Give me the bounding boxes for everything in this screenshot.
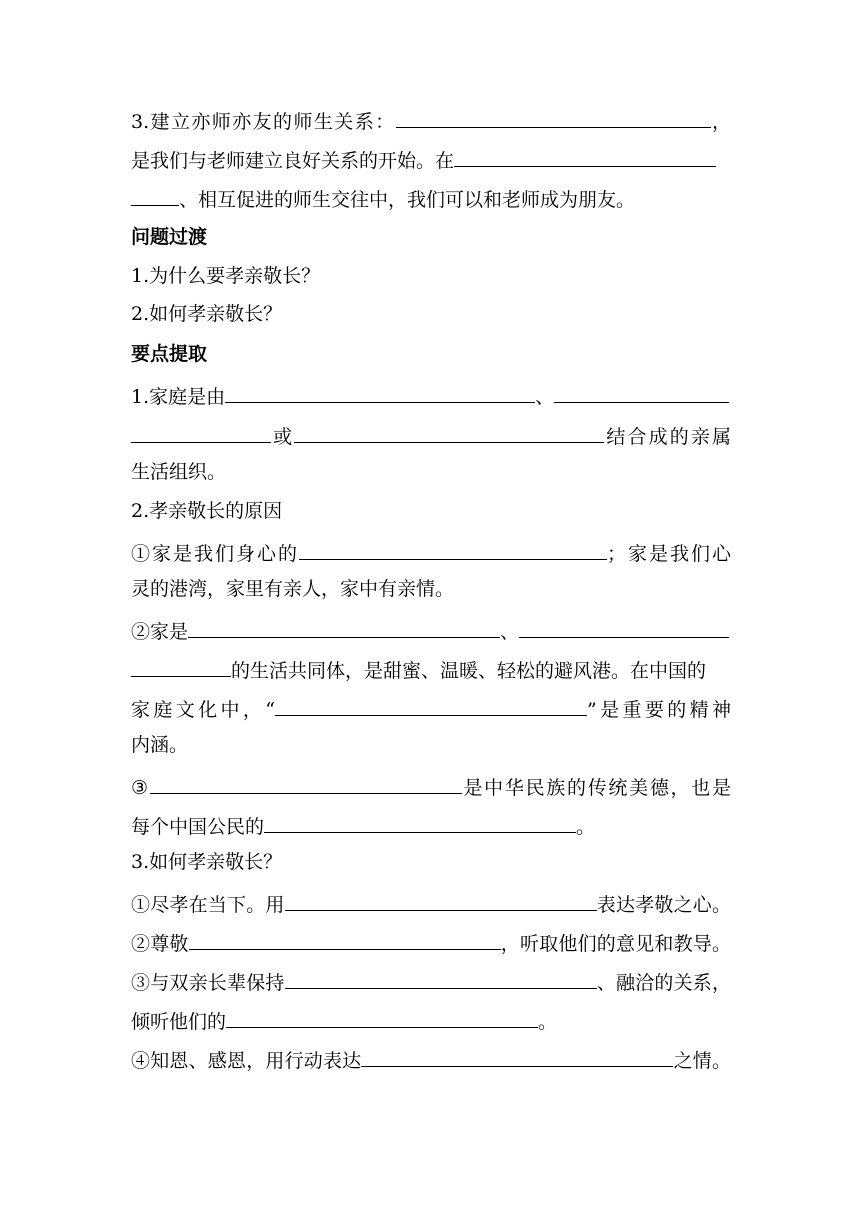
text-line: ①家是我们身心的 ；家是我们心 [131,538,731,562]
text-line: ②家是 、 [131,616,731,640]
fill-blank[interactable] [150,772,462,794]
text-line: ③ 是中华民族的传统美德，也是 [131,772,731,796]
fill-blank[interactable] [285,889,597,911]
section-heading: 问题过渡 [131,226,208,248]
text-line: 3.如何孝亲敬长？ [131,851,283,873]
text-line: 生活组织。 [131,461,227,483]
text-line: ②尊敬 ，听取他们的意见和教导。 [131,928,731,952]
fill-blank[interactable] [189,928,501,950]
text-line: 灵的港湾，家里有亲人，家中有亲情。 [131,578,455,600]
text-line: 内涵。 [131,734,189,756]
fill-blank[interactable] [131,421,271,443]
text-line: 3.建立亦师亦友的师生关系： ， [131,106,731,130]
text-line: 倾听他们的 。 [131,1006,731,1030]
fill-blank[interactable] [299,538,607,560]
fill-blank[interactable] [264,811,576,833]
text-line: ③与双亲长辈保持 、融洽的关系， [131,967,731,991]
question-item: 2.如何孝亲敬长？ [131,303,283,325]
text-line: 每个中国公民的 。 [131,811,731,835]
text-line: 2.孝亲敬长的原因 [131,500,283,522]
fill-blank[interactable] [131,184,179,206]
text-line: 、相互促进的师生交往中，我们可以和老师成为朋友。 [131,184,731,208]
fill-blank[interactable] [131,655,231,677]
text-line: ④知恩、感恩，用行动表达 之情。 [131,1045,731,1069]
fill-blank[interactable] [519,616,729,638]
fill-blank[interactable] [275,694,587,716]
question-item: 1.为什么要孝亲敬长？ [131,265,321,287]
fill-blank[interactable] [285,967,597,989]
section-heading: 要点提取 [131,343,208,365]
text-line: 的生活共同体，是甜蜜、温暖、轻松的避风港。在中国的 [131,655,731,679]
fill-blank[interactable] [226,1006,538,1028]
text-line: 家庭文化中，“ ”是重要的精神 [131,694,731,718]
fill-blank[interactable] [188,616,500,638]
text-line: ①尽孝在当下。用 表达孝敬之心。 [131,889,731,913]
fill-blank[interactable] [294,421,604,443]
text-line: 或 结合成的亲属 [131,421,731,445]
text-line: 1.家庭是由 、 [131,381,731,405]
fill-blank[interactable] [554,381,729,403]
fill-blank[interactable] [454,145,716,167]
fill-blank[interactable] [361,1045,673,1067]
text-line: 是我们与老师建立良好关系的开始。在 [131,145,731,169]
fill-blank[interactable] [396,106,711,128]
fill-blank[interactable] [225,381,535,403]
